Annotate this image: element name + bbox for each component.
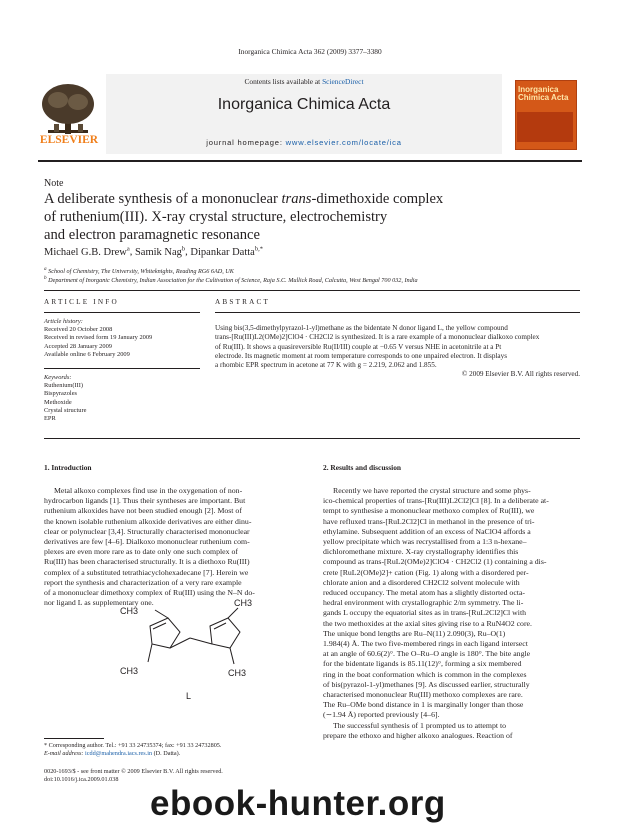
author[interactable]: Michael G.B. Drew$^a$	[44, 245, 130, 258]
methyl-label: CH3	[228, 668, 247, 678]
cover-graphic-band	[517, 112, 573, 142]
homepage-link[interactable]: www.elsevier.com/locate/ica	[285, 138, 402, 147]
methyl-label: CH3	[120, 666, 139, 676]
body-line: characterised mononuclear Ru(III) methoxo complexes are rare.	[323, 690, 523, 700]
author[interactable]: Dipankar Datta$^{b,*}$	[190, 245, 263, 258]
body-line: The Ru–OMe bond distance in 1 is marginally longer than those	[323, 700, 524, 710]
body-line: ruthenium alkoxides have not been studied enough [2]. Most of	[44, 506, 242, 516]
history-revised: Received in revised form 19 January 2009	[44, 334, 153, 342]
body-line: ico-chemical properties of trans-[Ru(III)L2Cl2]Cl [8]. In a deliberate at-	[323, 496, 549, 506]
affiliation-b: $^b$ Department of Inorganic Chemistry, Indian Association for the Cultivation of Science, Raja S.C. Mullick Road, Calcutta, West Bengal 700 032, India	[44, 275, 418, 285]
abstract-line: trans-[Ru(III)L2(OMe)2]ClO4 · CH2Cl2 is synthesized. It is a rare example of a mononuclear dialkoxo complex	[215, 333, 540, 342]
keywords-rule	[44, 368, 200, 369]
body-line: complex of a substituted tetrathiacyclohexadecane [7]. Herein we	[44, 567, 249, 577]
journal-homepage	[106, 138, 502, 147]
body-line: at an angle of 60.6(2)°. The O–Ru–O angle is 180°. The bite angle	[323, 649, 531, 659]
affiliation-a: $^a$ School of Chemistry, The University, Whiteknights, Reading RG6 6AD, UK	[44, 266, 234, 276]
author[interactable]: Samik Nag$^b$	[134, 245, 186, 258]
abstract-line: of Ru(III). It shows a quasireversible Ru(II/III) couple at −0.65 V versus NHE in acetonitrile at a Pt	[215, 342, 502, 351]
footnote-email-line: E-mail address: icdd@mahendra.iacs.res.in (D. Datta).	[44, 750, 181, 757]
history-received: Received 20 October 2008	[44, 326, 113, 334]
body-line: crete [RuL2(OMe)2]+ cation (Fig. 1) along with a disordered per-	[323, 567, 529, 577]
body-line: for the bidentate ligands is 85.11(12)°, forming a six membered	[323, 659, 522, 669]
body-line: Ru(III) has been characterised structurally. It is a diethoxo Ru(III)	[44, 557, 250, 567]
body-line: hydrocarbon ligands [1]. Thus their syntheses are important. But	[44, 496, 246, 506]
abstract-line: Using bis(3,5-dimethylpyrazol-1-yl)methane as the bidentate N donor ligand L, the yellow compound	[215, 324, 508, 332]
contents-line	[106, 77, 502, 86]
body-line: of a mononuclear dimethoxy complex of Ru(III) using the N–N do-	[44, 588, 255, 598]
body-line: prepare the ethoxo and higher alkoxo analogues. Reaction of	[323, 730, 513, 740]
keywords-label: Keywords:	[44, 374, 72, 381]
abstract-line: a rhombic EPR spectrum in acetone at 77 K with g = 2.219, 2.062 and 1.855.	[215, 361, 437, 370]
body-line: compound as trans-[RuL2(OMe)2]ClO4 · CH2Cl2 (1) containing a dis-	[323, 557, 547, 567]
body-line: reduced occupancy. The metal atom has a slightly distorted octa-	[323, 588, 525, 598]
body-line: gands L occupy the equatorial sites as in trans-[RuL2Cl2]Cl with	[323, 608, 527, 618]
title-line-3: and electron paramagnetic resonance	[44, 227, 260, 243]
history-online: Available online 6 February 2009	[44, 350, 130, 358]
article-info-heading: ARTICLE INFO	[44, 298, 119, 306]
body-line: chlorate anion and a disordered CH2Cl2 solvent molecule with	[323, 577, 520, 587]
body-line: of bis(pyrazol-1-yl)methanes [9]. As discussed earlier, structurally	[323, 679, 530, 689]
issn-line: 0020-1693/$ - see front matter © 2009 Elsevier B.V. All rights reserved.	[44, 768, 223, 775]
contents-prefix: Contents lists available at	[244, 77, 323, 86]
ligand-structure-diagram	[110, 596, 270, 706]
keywords	[44, 374, 204, 423]
affiliation-rule	[44, 290, 580, 291]
homepage-prefix: journal homepage:	[206, 138, 286, 147]
article-type-label: Note	[44, 178, 64, 189]
body-line: 1.984(4) Å. The two five-membered rings in each ligand intersect	[323, 639, 528, 649]
copyright-line: © 2009 Elsevier B.V. All rights reserved.	[461, 370, 580, 379]
abstract-bottom-rule	[44, 438, 580, 439]
corresponding-author-footnote	[44, 742, 304, 758]
body-line: derivatives are few [4–6]. Dialkoxo mononuclear ruthenium com-	[44, 537, 250, 547]
body-line: nor ligand L as supplementary one.	[44, 598, 154, 608]
section-2-body	[323, 486, 581, 741]
history-accepted: Accepted 28 January 2009	[44, 342, 112, 350]
section-1-body	[44, 486, 300, 608]
body-line: the known isolable ruthenium alkoxide derivatives are either dinu-	[44, 516, 252, 526]
abstract-line: electrode. Its magnetic moment at room temperature corresponds to one unpaired electron. It displays	[215, 351, 507, 360]
issn-doi-block	[44, 768, 223, 784]
body-line: (∼1.94 Å) reported previously [4–6].	[323, 710, 440, 720]
body-line: plexes are even more rare as to date only one such complex of	[44, 547, 238, 557]
watermark-text: ebook-hunter.org	[150, 784, 446, 823]
footnote-rule	[44, 738, 104, 739]
body-line: dichloromethane mixture. X-ray crystallography identifies this	[323, 547, 519, 557]
history-label: Article history:	[44, 318, 83, 325]
body-line: Metal alkoxo complexes find use in the oxygenation of non-	[54, 486, 243, 495]
keyword-item: Ruthenium(III)	[44, 382, 84, 390]
body-line: The successful synthesis of 1 prompted us to attempt to	[333, 720, 507, 730]
body-line: tempt to synthesise a mononuclear methoxo complex of Ru(III), we	[323, 506, 535, 516]
methyl-label: CH3	[234, 598, 253, 608]
ligand-label: L	[186, 691, 192, 701]
article-title	[44, 190, 564, 244]
body-line: yellow precipitate which was recrystallised from a 1:3 n-hexane–	[323, 537, 527, 547]
abstract-heading: ABSTRACT	[215, 298, 271, 306]
doi-line[interactable]: doi:10.1016/j.ica.2009.01.038	[44, 776, 119, 783]
title-part-1: A deliberate synthesis of a mononuclear	[44, 191, 282, 207]
keyword-item: Bispyrazoles	[44, 390, 78, 398]
keyword-item: Methoxide	[44, 398, 72, 406]
ligand-bonds	[148, 608, 240, 664]
title-line-2: of ruthenium(III). X-ray crystal structure, electrochemistry	[44, 209, 388, 225]
cover-title: Inorganica Chimica Acta	[518, 85, 569, 102]
abstract-rule	[215, 312, 580, 313]
body-line: report the synthesis and characterization of a very rare example	[44, 577, 242, 587]
methyl-label: CH3	[120, 606, 139, 616]
body-line: have refluxed trans-[RuL2Cl2]Cl in methanol in the presence of tri-	[323, 516, 535, 526]
body-line: The unique bond lengths are Ru–N(11) 2.090(3), Ru–O(1)	[323, 628, 506, 638]
header-rule	[38, 160, 582, 162]
article-history	[44, 318, 204, 359]
title-part-2: -dimethoxide complex	[311, 191, 444, 207]
sciencedirect-link[interactable]: ScienceDirect	[322, 77, 364, 86]
article-info-rule	[44, 312, 200, 313]
body-line: clear or polynuclear [3,4]. Structurally characterised mononuclear	[44, 526, 250, 536]
author-list: Michael G.B. Drew$^a$, Samik Nag$^b$, Dipankar Datta$^{b,*}$	[44, 245, 263, 258]
email-link[interactable]: icdd@mahendra.iacs.res.in	[85, 750, 153, 757]
keyword-item: EPR	[44, 415, 56, 423]
section-2-heading: 2. Results and discussion	[323, 463, 402, 472]
abstract-text	[215, 324, 580, 380]
body-line: ethylamine. Subsequent addition of an excess of NaClO4 affords a	[323, 526, 531, 536]
body-line: hedral environment with crystallographic 2/m symmetry. The li-	[323, 598, 524, 608]
body-line: ring in the boat conformation which is common in the complexes	[323, 669, 527, 679]
running-head: Inorganica Chimica Acta 362 (2009) 3377–3380	[238, 47, 382, 56]
body-line: Recently we have reported the crystal structure and some phys-	[333, 486, 531, 495]
title-italic: trans	[281, 191, 312, 207]
footnote-contact: * Corresponding author. Tel.: +91 33 24735374; fax: +91 33 24732805.	[44, 742, 222, 749]
journal-name: Inorganica Chimica Acta	[217, 96, 391, 113]
keyword-item: Crystal structure	[44, 406, 87, 414]
publisher-wordmark: ELSEVIER	[39, 134, 99, 146]
body-line: the two methoxides at the axial sites giving rise to a RuN4O2 core.	[323, 618, 532, 628]
section-1-heading: 1. Introduction	[44, 463, 92, 472]
